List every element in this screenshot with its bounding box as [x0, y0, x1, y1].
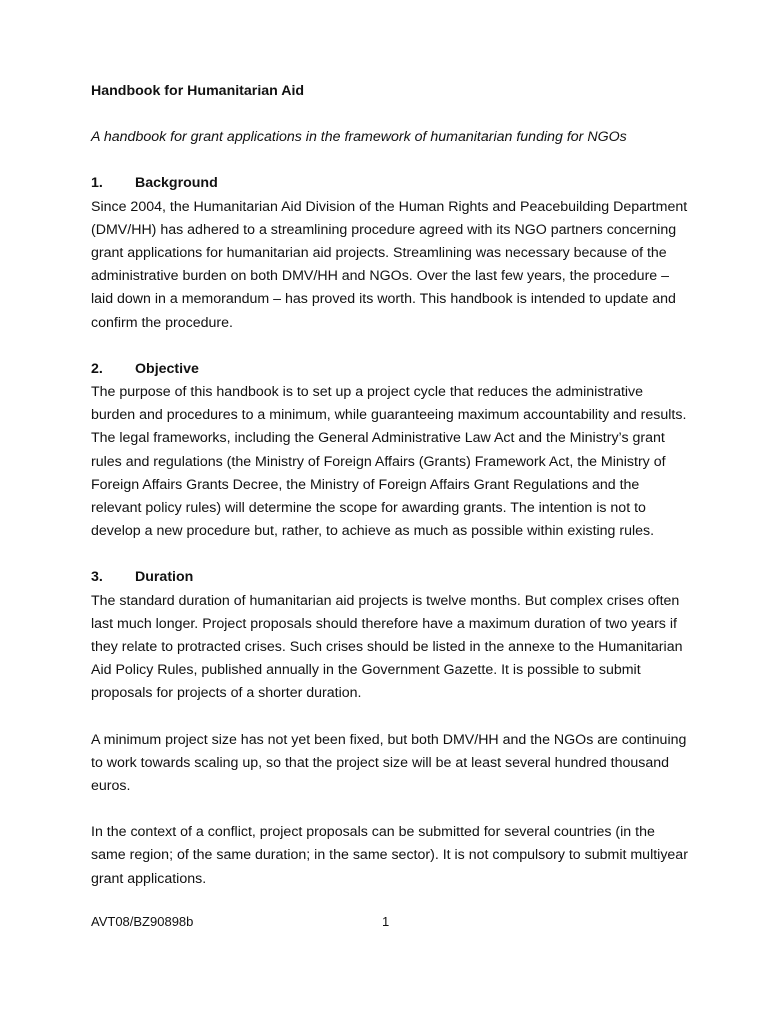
section-paragraph: A minimum project size has not yet been fixed, but both DMV/HH and the NGOs are continuing to work towards scaling up, so that the project size will be at least several hundred thousand euros. [91, 731, 687, 795]
section-objective [91, 358, 691, 544]
section-title: Duration [135, 569, 194, 586]
section-duration [91, 566, 691, 890]
section-background [91, 172, 691, 334]
section-heading [91, 358, 691, 381]
section-title: Objective [135, 360, 199, 377]
document-subtitle: A handbook for grant applications in the framework of humanitarian funding for NGOs [91, 129, 627, 146]
section-paragraph: The purpose of this handbook is to set up a project cycle that reduces the administrative burden and procedures to a minimum, while guaranteeing maximum accountability and results. The legal frameworks, including the General Administrative Law Act and the Ministry’s grant rules and regulations (the Ministry of Foreign Affairs (Grants) Framework Act, the Ministry of Foreign Affairs Grants Decree, the Ministry of Foreign Affairs Grant Regulations and the relevant policy rules) will determine the scope for awarding grants. The intention is not to develop a new procedure but, rather, to achieve as much as possible within existing rules. [91, 384, 687, 540]
section-number: 2. [91, 360, 103, 377]
section-number: 3. [91, 569, 103, 586]
section-number: 1. [91, 175, 103, 192]
document-title: Handbook for Humanitarian Aid [91, 83, 305, 99]
section-paragraph: The standard duration of humanitarian aid projects is twelve months. But complex crises often last much longer. Project proposals should therefore have a maximum duration of two years if they relate to protracted crises. Such crises should be listed in the annexe to the Humanitarian Aid Policy Rules, published annually in the Government Gazette. It is possible to submit proposals for projects of a shorter duration. [91, 592, 683, 702]
section-paragraph: In the context of a conflict, project proposals can be submitted for several countries (in the same region; of the same duration; in the same sector). It is not compulsory to submit multiyear grant applications. [91, 824, 688, 887]
section-title: Background [135, 175, 218, 192]
document-reference-code: AVT08/BZ90898b [91, 914, 194, 929]
section-heading [91, 172, 691, 195]
page-number: 1 [382, 914, 390, 929]
document-page [91, 80, 691, 914]
section-paragraph: Since 2004, the Humanitarian Aid Division of the Human Rights and Peacebuilding Department (DMV/HH) has adhered to a streamlining procedure agreed with its NGO partners concerning grant applications for humanitarian aid projects. Streamlining was necessary because of the administrative burden on both DMV/HH and NGOs. Over the last few years, the procedure – laid down in a memorandum – has proved its worth. This handbook is intended to update and confirm the procedure. [91, 198, 688, 331]
section-heading [91, 566, 691, 589]
